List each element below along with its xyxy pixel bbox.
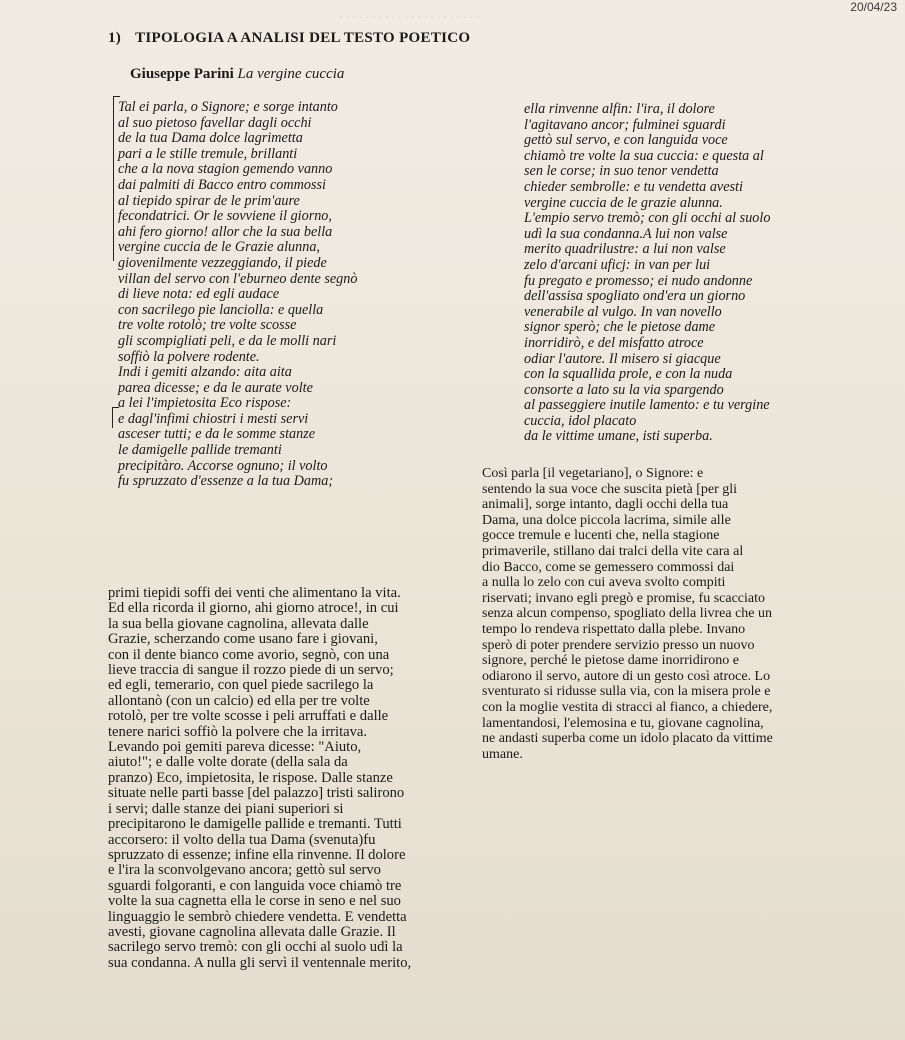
paraphrase-left xyxy=(108,586,488,971)
paraphrase-line: sentendo la sua voce che suscita pietà [per gli xyxy=(482,481,738,497)
paraphrase-line: tenere narici soffiò la polvere che la irritava. xyxy=(108,723,368,740)
paraphrase-line: con il dente bianco come avorio, segnò, con una xyxy=(108,646,390,663)
poem-verse-line: che a la nova stagion gemendo vanno xyxy=(118,161,333,178)
poem-verse-line: L'empio servo tremò; con gli occhi al suolo xyxy=(524,210,771,227)
paraphrase-line: avesti, giovane cagnolina allevata dalle Grazie. Il xyxy=(108,923,396,940)
paraphrase-right xyxy=(482,466,857,762)
paraphrase-line: animali], sorge intanto, dagli occhi della tua xyxy=(482,497,729,513)
paraphrase-line: primaverile, stillano dai tralci della vite cara al xyxy=(482,543,744,559)
poem-verse-line: Indi i gemiti alzando: aita aita xyxy=(118,364,292,381)
poem-verse-line: soffiò la polvere rodente. xyxy=(118,348,260,365)
poem-verse-line: parea dicesse; e da le aurate volte xyxy=(118,379,313,396)
paraphrase-line: rotolò, per tre volte scosse i peli arruffati e dalle xyxy=(108,708,389,725)
poem-verse-line: consorte a lato su la via spargendo xyxy=(524,381,724,398)
poem-verse-line: fecondatrici. Or le sovviene il giorno, xyxy=(118,208,332,225)
paraphrase-line: sguardi folgoranti, e con languida voce chiamò tre xyxy=(108,877,402,894)
date-note: 20/04/23 xyxy=(850,0,897,14)
paraphrase-line: sventurato si ridusse sulla via, con la misera prole e xyxy=(482,684,771,700)
paraphrase-line: gocce tremule e lucenti che, nella stagione xyxy=(482,528,720,544)
poem-verse-line: dell'assisa spogliato ond'era un giorno xyxy=(524,288,746,305)
paraphrase-line: Levando poi gemiti pareva dicesse: "Aiuto, xyxy=(108,739,362,756)
paraphrase-line: ed egli, temerario, con quel piede sacrilego la xyxy=(108,677,374,694)
paraphrase-line: volte la sua cagnetta ella le corse in seno e nel suo xyxy=(108,893,401,910)
poem-verse-line: chieder sembrolle: e tu vendetta avesti xyxy=(524,178,743,195)
section-number: 1) xyxy=(108,30,122,46)
paraphrase-line: Grazie, scherzando come usano fare i giovani, xyxy=(108,631,378,648)
poem-verse-line: asceser tutti; e da le somme stanze xyxy=(118,426,316,443)
poem-verse-line: dai palmiti di Bacco entro commossi xyxy=(118,176,326,193)
poem-verse-line: tre volte rotolò; tre volte scosse xyxy=(118,317,297,334)
poem-verse-line: zelo d'arcani uficj: in van per lui xyxy=(524,256,711,273)
paraphrase-line: senza alcun compenso, spogliato della livrea che un xyxy=(482,606,773,622)
paraphrase-line: allontanò (con un calcio) ed ella per tre volte xyxy=(108,692,370,709)
paraphrase-line: dio Bacco, come se gemessero commossi dai xyxy=(482,559,735,575)
poem-verse-line: al suo pietoso favellar dagli occhi xyxy=(118,114,312,131)
poem-verse-line: da le vittime umane, isti superba. xyxy=(524,428,713,445)
poem-verse-line: l'agitavano ancor; fulminei sguardi xyxy=(524,116,726,133)
poem-verse-line: pari a le stille tremule, brillanti xyxy=(118,145,298,162)
section-title: TIPOLOGIA A ANALISI DEL TESTO POETICO xyxy=(135,30,471,46)
poem-verse-line: di lieve nota: ed egli audace xyxy=(118,286,280,303)
paraphrase-line: situate nelle parti basse [del palazzo] tristi salirono xyxy=(108,785,405,802)
poem-verse-line: gli scompigliati peli, e da le molli nari xyxy=(118,332,337,349)
section-heading xyxy=(108,30,470,47)
poem-verse-line: con la squallida prole, e con la nuda xyxy=(524,366,733,383)
poem-verse-line: al tiepido spirar de le prim'aure xyxy=(118,192,300,209)
paraphrase-line: lieve traccia di sangue il rozzo piede di un servo; xyxy=(108,662,394,679)
author-name: Giuseppe Parini xyxy=(130,66,234,82)
poem-verse-line: vergine cuccia de le Grazie alunna, xyxy=(118,239,320,256)
paraphrase-line: sacrilego servo tremò: con gli occhi al suolo udì la xyxy=(108,939,403,956)
poem-verse-line: e dagl'infimi chiostri i mesti servi xyxy=(118,410,309,427)
poem-verse-line: merito quadrilustre: a lui non valse xyxy=(524,241,726,258)
paraphrase-line: tempo lo rendeva rispettato dalla plebe. Invano xyxy=(482,621,746,637)
poem-verse-line: chiamò tre volte la sua cuccia: e questa al xyxy=(524,147,764,164)
paraphrase-line: i servi; dalle stanze dei piani superiori si xyxy=(108,800,344,817)
poem-verse-line: signor sperò; che le pietose dame xyxy=(524,319,716,336)
poem-verse-line: fu pregato e promesso; ei nudo andonne xyxy=(524,272,753,289)
poem-verse-line: villan del servo con l'eburneo dente segnò xyxy=(118,270,358,287)
pen-bracket-lower xyxy=(112,407,119,428)
paraphrase-line: la sua bella giovane cagnolina, allevata dalle xyxy=(108,615,369,632)
paraphrase-line: riservati; invano egli pregò e promise, fu scacciato xyxy=(482,590,766,606)
poem-verse-line: ahi fero giorno! allor che la sua bella xyxy=(118,223,333,240)
paraphrase-line: spruzzato di essenze; infine ella rinvenne. Il dolore xyxy=(108,846,406,863)
paraphrase-line: ne andasti superba come un idolo placato da vittime xyxy=(482,731,773,747)
paraphrase-line: con la moglie vestita di stracci al fianco, a chiedere, xyxy=(482,699,773,715)
poem-left-column xyxy=(118,100,357,490)
poem-verse-line: venerabile al vulgo. In van novello xyxy=(524,303,722,320)
paraphrase-line: sua condanna. A nulla gli servì il ventennale merito, xyxy=(108,954,412,971)
paraphrase-line: lamentandosi, l'elemosina e tu, giovane cagnolina, xyxy=(482,715,764,731)
poem-verse-line: de la tua Dama dolce lagrimetta xyxy=(118,130,303,147)
paraphrase-line: linguaggio le sembrò chiedere vendetta. E vendetta xyxy=(108,908,407,925)
poem-attribution xyxy=(130,66,344,83)
paraphrase-line: a nulla lo zelo con cui aveva svolto compiti xyxy=(482,575,726,591)
poem-verse-line: cuccia, idol placato xyxy=(524,412,637,429)
paraphrase-line: signore, perché le pietose dame inorridirono e xyxy=(482,653,739,669)
paraphrase-line: umane. xyxy=(482,746,523,762)
paraphrase-line: odiarono il servo, autore di un gesto così atroce. Lo xyxy=(482,668,771,684)
paraphrase-line: primi tiepidi soffi dei venti che alimentano la vita. xyxy=(108,585,401,601)
poem-verse-line: inorridirò, e del misfatto atroce xyxy=(524,334,704,351)
poem-verse-line: sen le corse; in suo tenor vendetta xyxy=(524,163,719,180)
paraphrase-line: pranzo) Eco, impietosita, le rispose. Dalle stanze xyxy=(108,769,393,786)
paraphrase-line: Dama, una dolce piccola lacrima, simile alle xyxy=(482,512,731,528)
poem-title: La vergine cuccia xyxy=(237,66,345,82)
paraphrase-line: Così parla [il vegetariano], o Signore: e xyxy=(482,466,704,481)
poem-verse-line: udì la sua condanna.A lui non valse xyxy=(524,225,728,242)
poem-verse-line: odiar l'autore. Il misero si giacque xyxy=(524,350,721,367)
poem-verse-line: ella rinvenne alfin: l'ira, il dolore xyxy=(524,101,715,117)
poem-verse-line: giovenilmente vezzeggiando, il piede xyxy=(118,254,327,271)
poem-verse-line: al passeggiere inutile lamento: e tu vergine xyxy=(524,397,770,414)
poem-right-column xyxy=(524,102,770,445)
poem-verse-line: fu spruzzato d'essenze a la tua Dama; xyxy=(118,473,334,490)
pen-bracket-upper xyxy=(113,96,120,261)
poem-verse-line: gettò sul servo, e con languida voce xyxy=(524,132,728,149)
bleed-through-texture: . . . . . . . . . . . . . . . . . . . . . . xyxy=(340,6,480,21)
paraphrase-line: e l'ira la sconvolgevano ancora; gettò sul servo xyxy=(108,862,381,879)
paraphrase-line: precipitarono le damigelle pallide e tremanti. Tutti xyxy=(108,816,402,833)
poem-verse-line: a lei l'impietosita Eco rispose: xyxy=(118,395,292,412)
poem-verse-line: Tal ei parla, o Signore; e sorge intanto xyxy=(118,99,338,115)
paraphrase-line: accorsero: il volto della tua Dama (svenuta)fu xyxy=(108,831,376,848)
paraphrase-line: Ed ella ricorda il giorno, ahi giorno atroce!, in cui xyxy=(108,600,399,617)
poem-verse-line: le damigelle pallide tremanti xyxy=(118,442,282,459)
paraphrase-line: aiuto!"; e dalle volte dorate (della sala da xyxy=(108,754,348,771)
poem-verse-line: con sacrilego pie lanciolla: e quella xyxy=(118,301,324,318)
poem-verse-line: vergine cuccia de le grazie alunna. xyxy=(524,194,723,211)
paraphrase-line: sperò di poter prendere servizio presso un nuovo xyxy=(482,637,755,653)
poem-verse-line: precipitàro. Accorse ognuno; il volto xyxy=(118,457,328,474)
